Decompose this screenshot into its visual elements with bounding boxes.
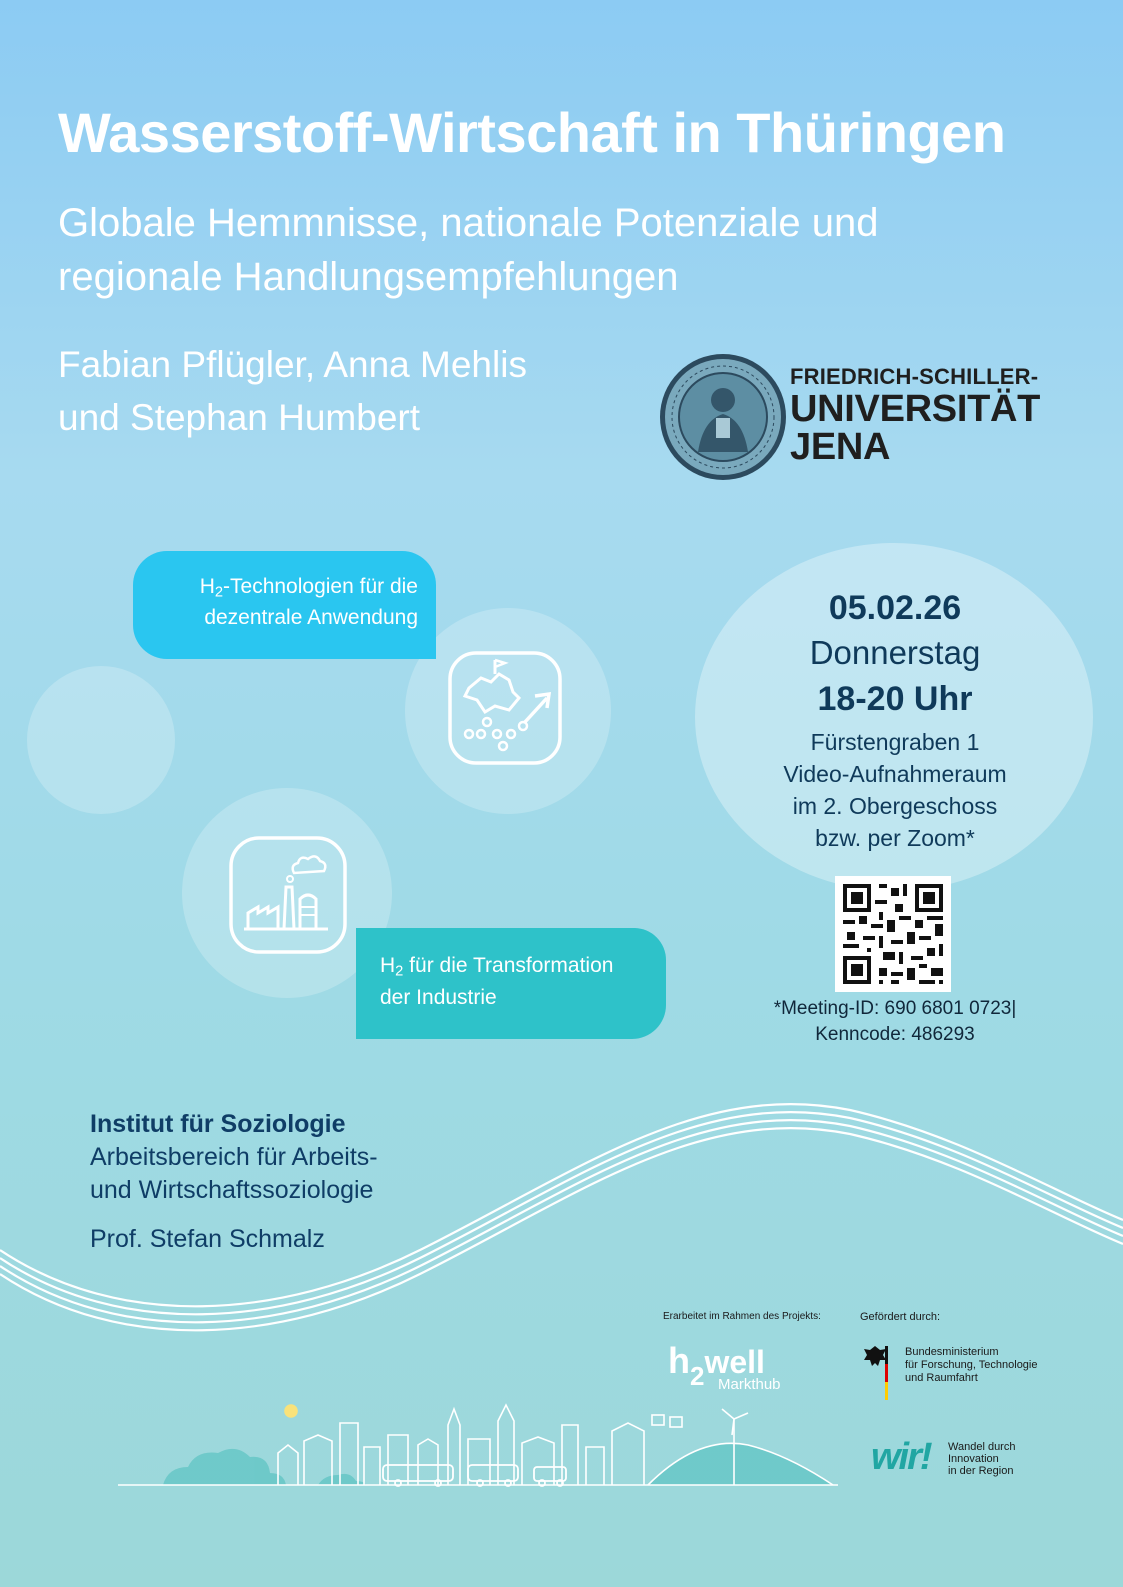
- h2well-well: well: [704, 1344, 765, 1380]
- ministry-name: [905, 1346, 1055, 1385]
- event-date: 05.02.26: [828, 589, 962, 627]
- topic2-h: H: [380, 954, 396, 977]
- university-seal-icon: [658, 352, 788, 482]
- ministry-line-1: Bundesministerium: [905, 1346, 999, 1358]
- subtitle-line-2: regionale Handlungsempfehlungen: [58, 255, 679, 299]
- university-line-2: UNIVERSITÄT: [790, 388, 1041, 430]
- wir-logo: wir!: [871, 1436, 931, 1478]
- wir-line-3: in der Region: [948, 1465, 1014, 1477]
- topic-bubble-decentral: [133, 551, 436, 659]
- zoom-qr-code[interactable]: [835, 876, 951, 992]
- topic1-h: H: [199, 575, 215, 598]
- ministry-line-3: und Raumfahrt: [905, 1372, 978, 1384]
- subtitle: [58, 196, 1018, 304]
- event-weekday: Donnerstag: [809, 634, 981, 671]
- topic1-sub: 2: [214, 584, 224, 601]
- subtitle-line-1: Globale Hemmnisse, nationale Potenziale und: [58, 201, 879, 245]
- institute-name: Institut für Soziologie: [90, 1110, 346, 1138]
- funded-label: Gefördert durch:: [860, 1311, 941, 1323]
- topic2-sub: 2: [395, 963, 404, 980]
- venue-line-1: Fürstengraben 1: [810, 729, 980, 755]
- university-wordmark: [790, 366, 1110, 466]
- topic1-line-2: dezentrale Anwendung: [204, 606, 418, 629]
- factory-icon: [228, 835, 348, 955]
- authors-line-2: und Stephan Humbert: [58, 397, 421, 438]
- federal-eagle-icon: [862, 1344, 888, 1410]
- meeting-info: [745, 996, 1045, 1048]
- ministry-line-2: für Forschung, Technologie: [905, 1359, 1038, 1371]
- h2well-markthub: Markthub: [718, 1376, 781, 1393]
- department-line-1: Arbeitsbereich für Arbeits-: [90, 1143, 378, 1171]
- venue-line-2: Video-Aufnahmeraum: [783, 761, 1007, 787]
- wir-line-2: Innovation: [948, 1453, 999, 1465]
- qr-code-icon: [835, 876, 951, 992]
- professor-name: Prof. Stefan Schmalz: [90, 1225, 325, 1253]
- university-line-1: FRIEDRICH-SCHILLER-: [790, 364, 1039, 389]
- city-skyline-illustration: [118, 1395, 838, 1500]
- h2well-2: 2: [690, 1361, 705, 1391]
- institute-info: [90, 1108, 510, 1256]
- event-time: 18-20 Uhr: [817, 680, 973, 718]
- topic1-line-1: [200, 571, 418, 602]
- topic-bubble-industry: [356, 928, 666, 1039]
- meeting-id: *Meeting-ID: 690 6801 0723|: [773, 998, 1017, 1019]
- event-venue: [735, 726, 1055, 854]
- project-label: Erarbeitet im Rahmen des Projekts:: [663, 1311, 821, 1322]
- venue-line-3: im 2. Obergeschoss: [792, 793, 998, 819]
- department-line-2: und Wirtschaftssoziologie: [90, 1176, 374, 1204]
- wir-tagline: [948, 1441, 1058, 1477]
- wir-line-1: Wandel durch: [948, 1441, 1016, 1453]
- authors-line-1: Fabian Pflügler, Anna Mehlis: [58, 344, 527, 385]
- venue-line-4: bzw. per Zoom*: [815, 825, 975, 851]
- event-details: [735, 586, 1055, 854]
- meeting-passcode: Kenncode: 486293: [815, 1024, 975, 1045]
- h2well-h: h: [668, 1340, 690, 1381]
- page-title: Wasserstoff-Wirtschaft in Thüringen: [58, 101, 1006, 164]
- topic2-line-2: der Industrie: [380, 986, 497, 1009]
- decor-circle-left: [27, 666, 175, 814]
- map-growth-icon: [447, 650, 563, 766]
- authors: [58, 338, 638, 444]
- topic2-rest: für die Transformation: [403, 954, 614, 977]
- topic2-line-1: [380, 950, 613, 982]
- topic1-rest: -Technologien für die: [223, 575, 418, 598]
- university-line-3: JENA: [790, 426, 891, 468]
- h2well-logo: [668, 1340, 781, 1393]
- topic-bubble-text: [380, 950, 613, 1014]
- topic-bubble-text: [200, 571, 418, 633]
